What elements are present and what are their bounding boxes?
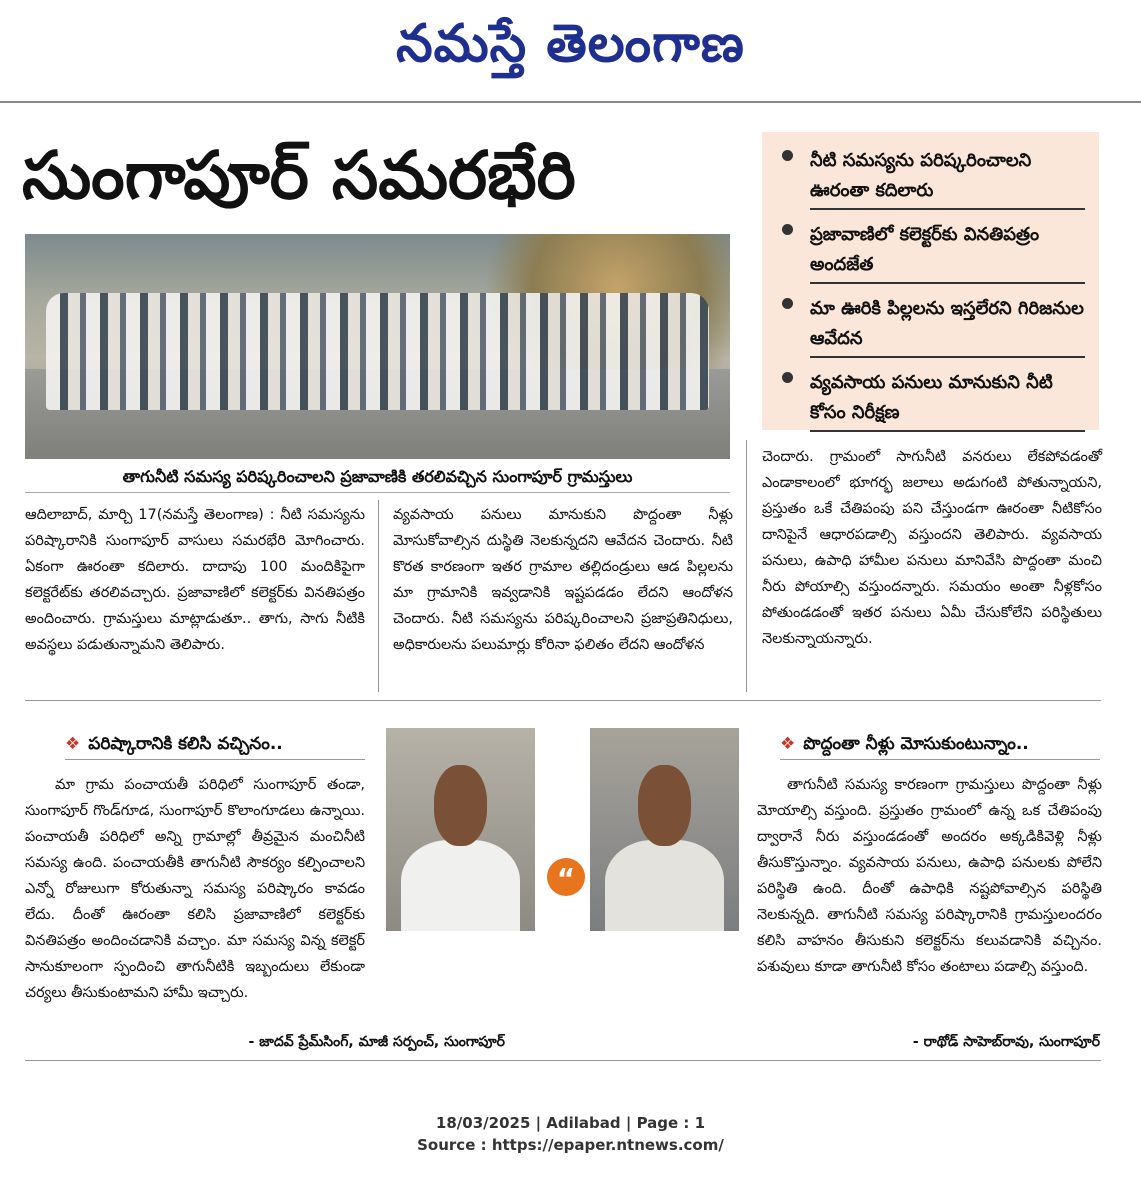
section-divider: [25, 700, 1101, 701]
portrait-face: [638, 765, 692, 846]
page-footer: [0, 1112, 1141, 1156]
headline: సుంగాపూర్ సమరభేరి: [22, 137, 576, 214]
left-box-body: మా గ్రామ పంచాయతీ పరిధిలో సుంగాపూర్ తండా, సుంగాపూర్ గొండ్‌గూడ, సుంగాపూర్ కొలాంగూడలు ఉన్నాయి. పంచాయతీ పరిధిలో అన్ని గ్రామాల్లో తీవ్రమైన మంచినీటి సమస్య ఉంది. పంచాయతీకి తాగునీటి సౌకర్యం కల్పించాలని ఎన్నో రోజులుగా కోరుతున్నా సమస్య పరిష్కారం కావడం లేదు. దీంతో ఊరంతా కలిసి ప్రజావాణిలో కలెక్టర్‌కు వినతిపత్రం అందించడానికి వచ్చాం. మా సమస్య విన్న కలెక్టర్ సానుకూలంగా స్పందించి తాగునీటికి ఇబ్బందులు లేకుండా చర్యలు తీసుకుంటామని హామీ ఇచ్చారు.: [25, 777, 365, 1001]
footer-source-line: Source : https://epaper.ntnews.com/: [417, 1136, 724, 1154]
portrait-body: [401, 840, 520, 931]
photo-crowd: [46, 293, 709, 410]
diamond-icon: ❖: [65, 734, 81, 754]
portrait-body: [605, 840, 724, 931]
portrait-photo-1: [386, 728, 535, 931]
masthead-divider: [0, 101, 1141, 103]
right-box-heading: ❖ పొద్దంతా నీళ్లు మోసుకుంటున్నాం..: [780, 729, 1100, 760]
bottom-divider: [25, 1060, 1101, 1061]
bullet-icon: [782, 372, 793, 383]
photo-caption: తాగునీటి సమస్య పరిష్కరించాలని ప్రజావాణికి తరలివచ్చిన సుంగాపూర్ గ్రామస్తులు: [25, 462, 730, 493]
left-box-heading: ❖ పరిష్కారానికి కలిసి వచ్చినం..: [65, 729, 365, 760]
diamond-icon: ❖: [780, 734, 796, 754]
left-box-byline: - జాదవ్ ప్రేమ్‌సింగ్, మాజీ సర్పంచ్, సుంగాపూర్: [248, 1034, 505, 1050]
column-divider: [378, 500, 379, 692]
highlight-item: మా ఊరికి పిల్లలను ఇస్తలేరని గిరిజనుల ఆవేదన: [776, 286, 1085, 346]
bullet-icon: [782, 298, 793, 309]
article-column-3: చెందారు. గ్రామంలో సాగునీటి వనరులు లేకపోవడంతో ఎండాకాలంలో భూగర్భ జలాలు అడుగంటి పోతున్నాయని, ప్రస్తుతం ఒకే చేతిపంపు పని చేస్తుండగా ఊరంతా నీటికోసం దానిపైనే ఆధారపడాల్సి వస్తుందని తెలిపారు. వ్యవసాయ పనులు, ఉపాధి హామీల పనులు మానివేసి పొద్దంతా మంచి నీరు పోయాల్సి వస్తుందన్నారు. సమయం అంతా నీళ్లకోసం పోతుండడంతో ఇతర పనులు ఏమీ చేసుకోలేని పరిస్థితులు నెలకున్నాయన్నారు.: [762, 449, 1102, 647]
portrait-face: [434, 765, 488, 846]
right-box-body: తాగునీటి సమస్య కారణంగా గ్రామస్తులు పొద్దంతా నీళ్లు మోయాల్సి వస్తుంది. ప్రస్తుతం గ్రామంలో ఉన్న ఒక చేతిపంపు ద్వారానే నీరు వస్తుండడంతో అందరం అక్కడికివెళ్లి నీళ్లు తీసుకొస్తున్నాం. వ్యవసాయ పనులు, ఉపాధి పనులకు పోలేని పరిస్థితి ఉంది. దీంతో ఉపాధికి నష్టపోవాల్సిన పరిస్థితి నెలకున్నది. తాగునీటి సమస్య పరిష్కారానికి గ్రామస్తులందరం కలిసి వాహనం తీసుకుని కలెక్టర్‌ను కలువడానికి వచ్చినం. పశువులు కూడా తాగునీటి కోసం తంటాలు పడాల్సి వస్తుంది.: [757, 777, 1102, 975]
highlight-item: ప్రజావాణిలో కలెక్టర్‌కు వినతిపత్రం అందజేత: [776, 212, 1085, 272]
highlight-item: వ్యవసాయ పనులు మానుకుని నీటి కోసం నిరీక్షణ: [776, 360, 1085, 420]
group-photo: [25, 234, 730, 459]
footer-date-line: 18/03/2025 | Adilabad | Page : 1: [435, 1114, 706, 1132]
bullet-icon: [782, 224, 793, 235]
portrait-photo-2: [590, 728, 739, 931]
bullet-icon: [782, 150, 793, 161]
highlights-box: [762, 132, 1099, 430]
right-box-byline: - రాథోడ్ సాహెబ్‌రావు, సుంగాపూర్: [912, 1034, 1100, 1050]
article-column-1: ఆదిలాబాద్, మార్చి 17(నమస్తే తెలంగాణ) : నీటి సమస్యను పరిష్కారానికి సుంగాపూర్ వాసులు సమరభేరి మోగించారు. ఏకంగా ఊరంతా కదిలారు. దాదాపు 100 మందికిపైగా కలెక్టరేట్‌కు తరలివచ్చారు. ప్రజావాణిలో కలెక్టర్‌కు వినతిపత్రం అందించారు. గ్రామస్తులు మాట్లాడుతూ.. తాగు, సాగు నీటికి అవస్థలు పడుతున్నామని తెలిపారు.: [25, 507, 365, 653]
masthead-logo: నమస్తే తెలంగాణ: [396, 14, 745, 74]
quote-icon: “: [547, 858, 585, 896]
article-column-2: వ్యవసాయ పనులు మానుకుని పొద్దంతా నీళ్లు మోసుకోవాల్సిన దుస్థితి నెలకున్నదని ఆవేదన చెందారు. నీటి కొరత కారణంగా ఇతర గ్రామాల తల్లిదండ్రులు ఆడ పిల్లలను మా గ్రామానికి ఇవ్వడానికి ఇష్టపడడం లేదని ఆందోళన చెందారు. నీటి సమస్యను పరిష్కరించాలని ప్రజాప్రతినిధులు, అధికారులను పలుమార్లు కోరినా ఫలితం లేదని ఆందోళన: [393, 507, 733, 653]
column-divider: [746, 440, 747, 692]
highlight-item: నీటి సమస్యను పరిష్కరించాలని ఊరంతా కదిలారు: [776, 138, 1085, 198]
